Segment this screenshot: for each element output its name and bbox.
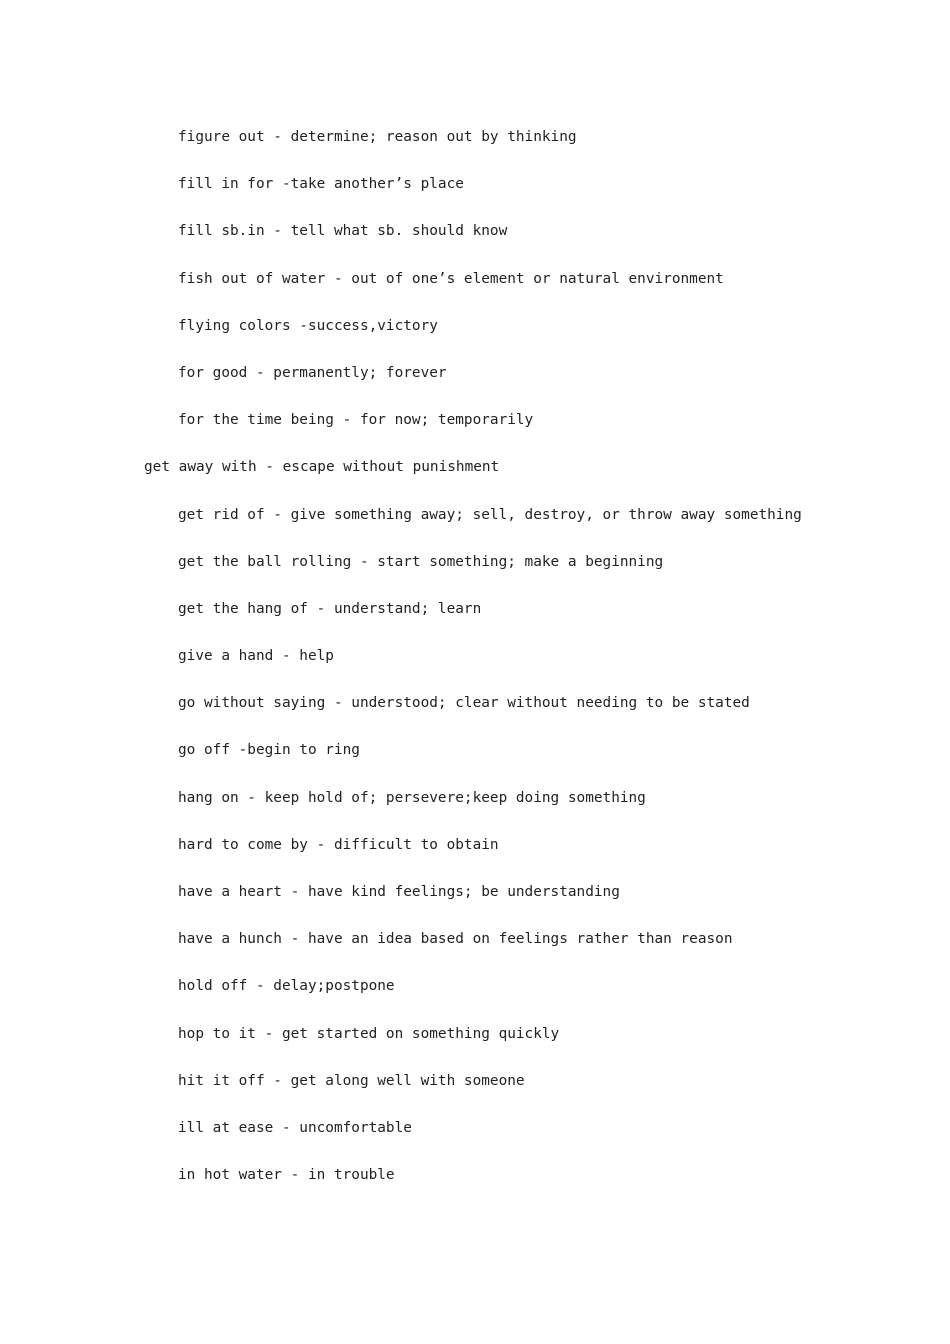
idiom-entry: fill in for -take another’s place [178,176,464,193]
idiom-list [0,124,950,1209]
idiom-entry: give a hand - help [178,648,334,665]
idiom-entry: for good - permanently; forever [178,364,447,381]
idiom-entry: get the hang of - understand; learn [178,600,482,617]
idiom-entry: hold off - delay;postpone [178,978,395,995]
idiom-entry: get rid of - give something away; sell, destroy, or throw away something [178,506,802,523]
idiom-entry: fish out of water - out of one’s element or natural environment [178,270,724,287]
idiom-entry: flying colors -success,victory [178,317,438,334]
idiom-entry: in hot water - in trouble [178,1167,395,1184]
idiom-entry: figure out - determine; reason out by thinking [178,129,577,145]
idiom-entry: fill sb.in - tell what sb. should know [178,223,508,240]
idiom-entry: for the time being - for now; temporarily [178,412,534,429]
idiom-entry: have a hunch - have an idea based on feelings rather than reason [178,931,733,948]
idiom-entry: hop to it - get started on something quickly [178,1025,560,1042]
idiom-entry: go off -begin to ring [178,742,360,759]
idiom-entry: have a heart - have kind feelings; be understanding [178,884,620,900]
idiom-entry: ill at ease - uncomfortable [178,1119,412,1136]
idiom-entry: get away with - escape without punishment [144,459,500,476]
idiom-entry: hang on - keep hold of; persevere;keep doing something [178,789,646,806]
idiom-entry: get the ball rolling - start something; make a beginning [178,553,664,570]
idiom-entry: go without saying - understood; clear without needing to be stated [178,695,750,712]
idiom-entry: hit it off - get along well with someone [178,1072,525,1089]
idiom-entry: hard to come by - difficult to obtain [178,836,499,853]
